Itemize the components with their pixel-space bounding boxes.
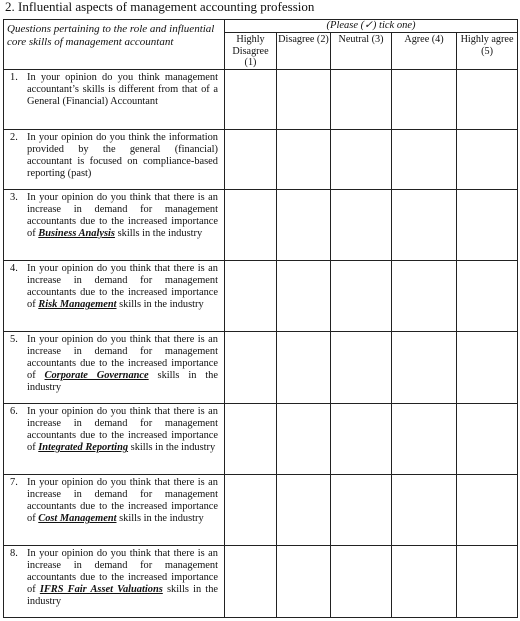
question-row-1 — [4, 69, 518, 129]
answer-cell-1[interactable] — [225, 69, 277, 129]
answer-cell-4[interactable] — [392, 260, 457, 331]
question-number: 5. — [10, 333, 18, 345]
question-number: 8. — [10, 547, 18, 559]
question-text: In your opinion do you think that there is an increase in demand for management accountants due to the increased importance of Risk Management skills in the industry — [27, 262, 218, 311]
answer-cell-5[interactable] — [457, 189, 518, 260]
option-disagree: Disagree (2) — [277, 33, 331, 70]
question-number: 4. — [10, 262, 18, 274]
answer-cell-2[interactable] — [277, 69, 331, 129]
answer-cell-2[interactable] — [277, 129, 331, 189]
questions-header: Questions pertaining to the role and influential core skills of management accountant — [4, 20, 225, 70]
answer-cell-1[interactable] — [225, 260, 277, 331]
option-highly-disagree: Highly Disagree (1) — [225, 33, 277, 70]
answer-cell-3[interactable] — [331, 189, 392, 260]
answer-cell-4[interactable] — [392, 545, 457, 617]
question-cell — [4, 129, 225, 189]
answer-cell-3[interactable] — [331, 129, 392, 189]
question-number: 6. — [10, 405, 18, 417]
answer-cell-3[interactable] — [331, 69, 392, 129]
question-row-4 — [4, 260, 518, 331]
answer-cell-2[interactable] — [277, 474, 331, 545]
answer-cell-3[interactable] — [331, 545, 392, 617]
question-number: 1. — [10, 71, 18, 83]
answer-cell-2[interactable] — [277, 189, 331, 260]
option-highly-agree: Highly agree (5) — [457, 33, 518, 70]
question-row-2 — [4, 129, 518, 189]
answer-cell-1[interactable] — [225, 331, 277, 403]
answer-cell-2[interactable] — [277, 260, 331, 331]
answer-cell-4[interactable] — [392, 69, 457, 129]
skill-name: IFRS Fair Asset Valuations — [39, 584, 163, 596]
option-neutral: Neutral (3) — [331, 33, 392, 70]
header-row — [4, 20, 518, 33]
answer-cell-3[interactable] — [331, 331, 392, 403]
answer-cell-3[interactable] — [331, 403, 392, 474]
answer-cell-4[interactable] — [392, 403, 457, 474]
question-text: In your opinion do you think that there is an increase in demand for management accountants due to the increased importance of Corporate Governance skills in the industry — [27, 333, 218, 394]
question-cell — [4, 69, 225, 129]
question-row-5 — [4, 331, 518, 403]
question-number: 7. — [10, 476, 18, 488]
question-row-6 — [4, 403, 518, 474]
question-text: In your opinion do you think that there is an increase in demand for management accountants due to the increased importance of IFRS Fair Asset Valuations skills in the industry — [27, 547, 219, 608]
answer-cell-1[interactable] — [225, 545, 277, 617]
question-row-7 — [4, 474, 518, 545]
survey-table — [3, 19, 518, 618]
answer-cell-5[interactable] — [457, 129, 518, 189]
answer-cell-5[interactable] — [457, 403, 518, 474]
section-title: 2. Influential aspects of management accounting profession — [5, 0, 315, 14]
answer-cell-5[interactable] — [457, 69, 518, 129]
answer-cell-2[interactable] — [277, 403, 331, 474]
answer-cell-3[interactable] — [331, 474, 392, 545]
answer-cell-1[interactable] — [225, 189, 277, 260]
question-text: In your opinion do you think that there is an increase in demand for management accountants due to the increased importance of Cost Management skills in the industry — [27, 476, 218, 525]
skill-name: Corporate Governance — [44, 370, 149, 382]
answer-cell-3[interactable] — [331, 260, 392, 331]
question-row-3 — [4, 189, 518, 260]
question-text: In your opinion do you think that there is an increase in demand for management accountants due to the increased importance of Integrated Reporting skills in the industry — [27, 405, 218, 454]
answer-cell-5[interactable] — [457, 474, 518, 545]
question-cell — [4, 260, 225, 331]
question-text: In your opinion do you think management accountant’s skills is different from that of a General (Financial) Accountant — [27, 71, 218, 107]
answer-cell-4[interactable] — [392, 331, 457, 403]
answer-cell-4[interactable] — [392, 189, 457, 260]
question-number: 3. — [10, 191, 18, 203]
tick-instruction: (Please (✓) tick one) — [225, 20, 518, 33]
answer-cell-1[interactable] — [225, 403, 277, 474]
question-cell — [4, 403, 225, 474]
question-row-8 — [4, 545, 518, 617]
answer-cell-2[interactable] — [277, 331, 331, 403]
question-text: In your opinion do you think that there is an increase in demand for management accountants due to the increased importance of Business Analysis skills in the industry — [27, 191, 218, 240]
skill-name: Risk Management — [38, 299, 117, 311]
skill-name: Cost Management — [38, 513, 117, 525]
answer-cell-1[interactable] — [225, 474, 277, 545]
question-cell — [4, 474, 225, 545]
question-text: In your opinion do you think the information provided by the general (financial) accountant is focused on compliance-based reporting (past) — [27, 131, 218, 180]
question-cell — [4, 545, 225, 617]
question-cell — [4, 189, 225, 260]
answer-cell-5[interactable] — [457, 260, 518, 331]
option-agree: Agree (4) — [392, 33, 457, 70]
question-number: 2. — [10, 131, 18, 143]
skill-name: Integrated Reporting — [38, 442, 129, 454]
answer-cell-2[interactable] — [277, 545, 331, 617]
answer-cell-5[interactable] — [457, 331, 518, 403]
answer-cell-4[interactable] — [392, 474, 457, 545]
skill-name: Business Analysis — [38, 228, 115, 240]
answer-cell-5[interactable] — [457, 545, 518, 617]
question-cell — [4, 331, 225, 403]
answer-cell-1[interactable] — [225, 129, 277, 189]
answer-cell-4[interactable] — [392, 129, 457, 189]
